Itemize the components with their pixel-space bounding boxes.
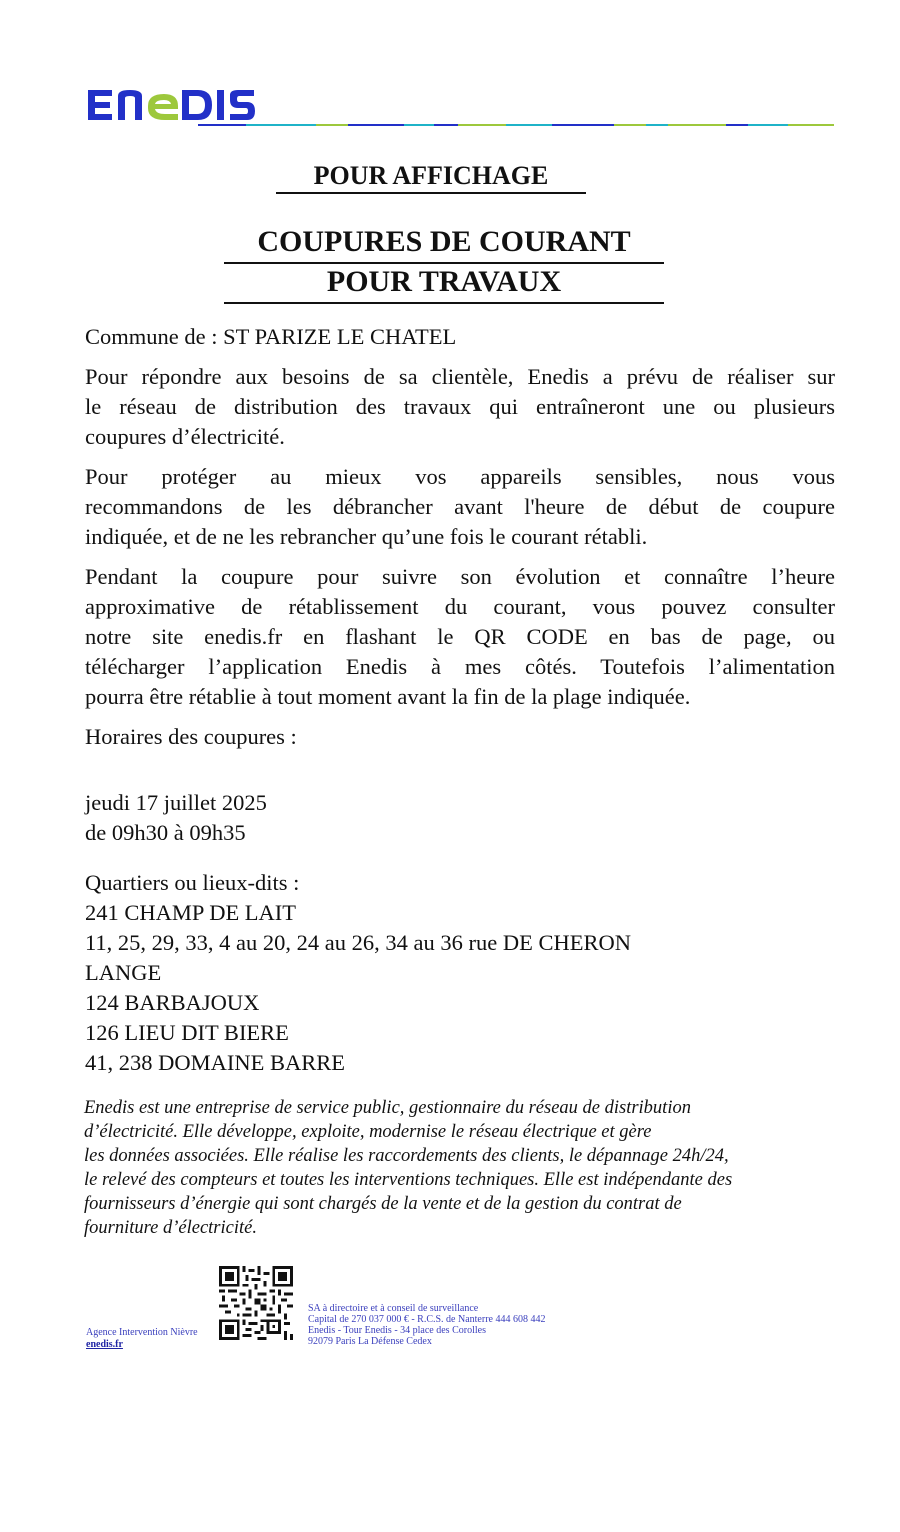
description-line: d’électricité. Elle développe, exploite, modernise le réseau électrique et gère (84, 1122, 652, 1142)
qr-code-icon[interactable] (219, 1266, 293, 1340)
description-line: fournisseurs d’énergie qui sont chargés de la vente et de la gestion du contrat de (84, 1194, 682, 1214)
legal-line: Enedis - Tour Enedis - 34 place des Corolles (308, 1325, 486, 1336)
description-line: fourniture d’électricité. (84, 1218, 257, 1238)
location-item: 41, 238 DOMAINE BARRE (85, 1050, 346, 1075)
paragraph-line: recommandons de les débrancher avant l'heure de début de coupure (85, 494, 835, 519)
paragraph-line: coupures d’électricité. (85, 424, 285, 449)
paragraph-line: Pendant la coupure pour suivre son évolution et connaître l’heure (85, 564, 835, 589)
legal-line: SA à directoire et à conseil de surveillance (308, 1303, 479, 1314)
schedule (85, 788, 835, 848)
legal-line: 92079 Paris La Défense Cedex (308, 1336, 432, 1347)
location-item: 124 BARBAJOUX (85, 990, 260, 1015)
agency-block (86, 1327, 198, 1351)
legal-line: Capital de 270 037 000 € - R.C.S. de Nanterre 444 608 442 (308, 1314, 546, 1325)
paragraph-intro (85, 362, 835, 452)
enedis-logo-graphic (86, 84, 834, 132)
paragraph-line: le réseau de distribution des travaux qui entraîneront une ou plusieurs (85, 394, 835, 419)
paragraph-line: notre site enedis.fr en flashant le QR CODE en bas de page, ou (85, 624, 835, 649)
location-item: LANGE (85, 960, 162, 985)
location-item: 126 LIEU DIT BIERE (85, 1020, 289, 1045)
description-line: Enedis est une entreprise de service public, gestionnaire du réseau de distribution (84, 1098, 691, 1118)
paragraph-line: Pour protéger au mieux vos appareils sensibles, nous vous (85, 464, 835, 489)
company-description (84, 1096, 844, 1240)
locations (85, 868, 835, 1078)
paragraph-advice (85, 462, 835, 552)
commune: Commune de : ST PARIZE LE CHATEL (85, 324, 457, 349)
location-item: 11, 25, 29, 33, 4 au 20, 24 au 26, 34 au 36 rue DE CHERON (85, 930, 631, 955)
paragraph-line: indiquée, et de ne les rebrancher qu’une fois le courant rétabli. (85, 524, 648, 549)
location-item: 241 CHAMP DE LAIT (85, 900, 297, 925)
description-line: le relevé des compteurs et toutes les interventions techniques. Elle est indépendante des (84, 1170, 733, 1190)
paragraph-line: pourra être rétablie à tout moment avant la fin de la plage indiquée. (85, 684, 691, 709)
paragraph-line: télécharger l’application Enedis à mes côtés. Toutefois l’alimentation (85, 654, 835, 679)
outage-date: jeudi 17 juillet 2025 (85, 790, 267, 815)
description-line: les données associées. Elle réalise les raccordements des clients, le dépannage 24h/24, (84, 1146, 729, 1166)
locations-label: Quartiers ou lieux-dits : (85, 870, 300, 895)
legal-info (308, 1303, 545, 1347)
website-link[interactable]: enedis.fr (86, 1339, 123, 1350)
paragraph-line: approximative de rétablissement du courant, vous pouvez consulter (85, 594, 835, 619)
schedule-label: Horaires des coupures : (85, 724, 297, 749)
paragraph-info (85, 562, 835, 712)
posting-label: POUR AFFICHAGE (276, 160, 586, 194)
notice-title-line1: COUPURES DE COURANT (224, 224, 664, 264)
enedis-logo (86, 84, 834, 132)
paragraph-line: Pour répondre aux besoins de sa clientèle, Enedis a prévu de réaliser sur (85, 364, 835, 389)
qr-code-graphic (219, 1266, 293, 1340)
outage-time-range: de 09h30 à 09h35 (85, 820, 246, 845)
notice-title-line2: POUR TRAVAUX (224, 264, 664, 304)
agency-name: Agence Intervention Nièvre (86, 1327, 198, 1338)
